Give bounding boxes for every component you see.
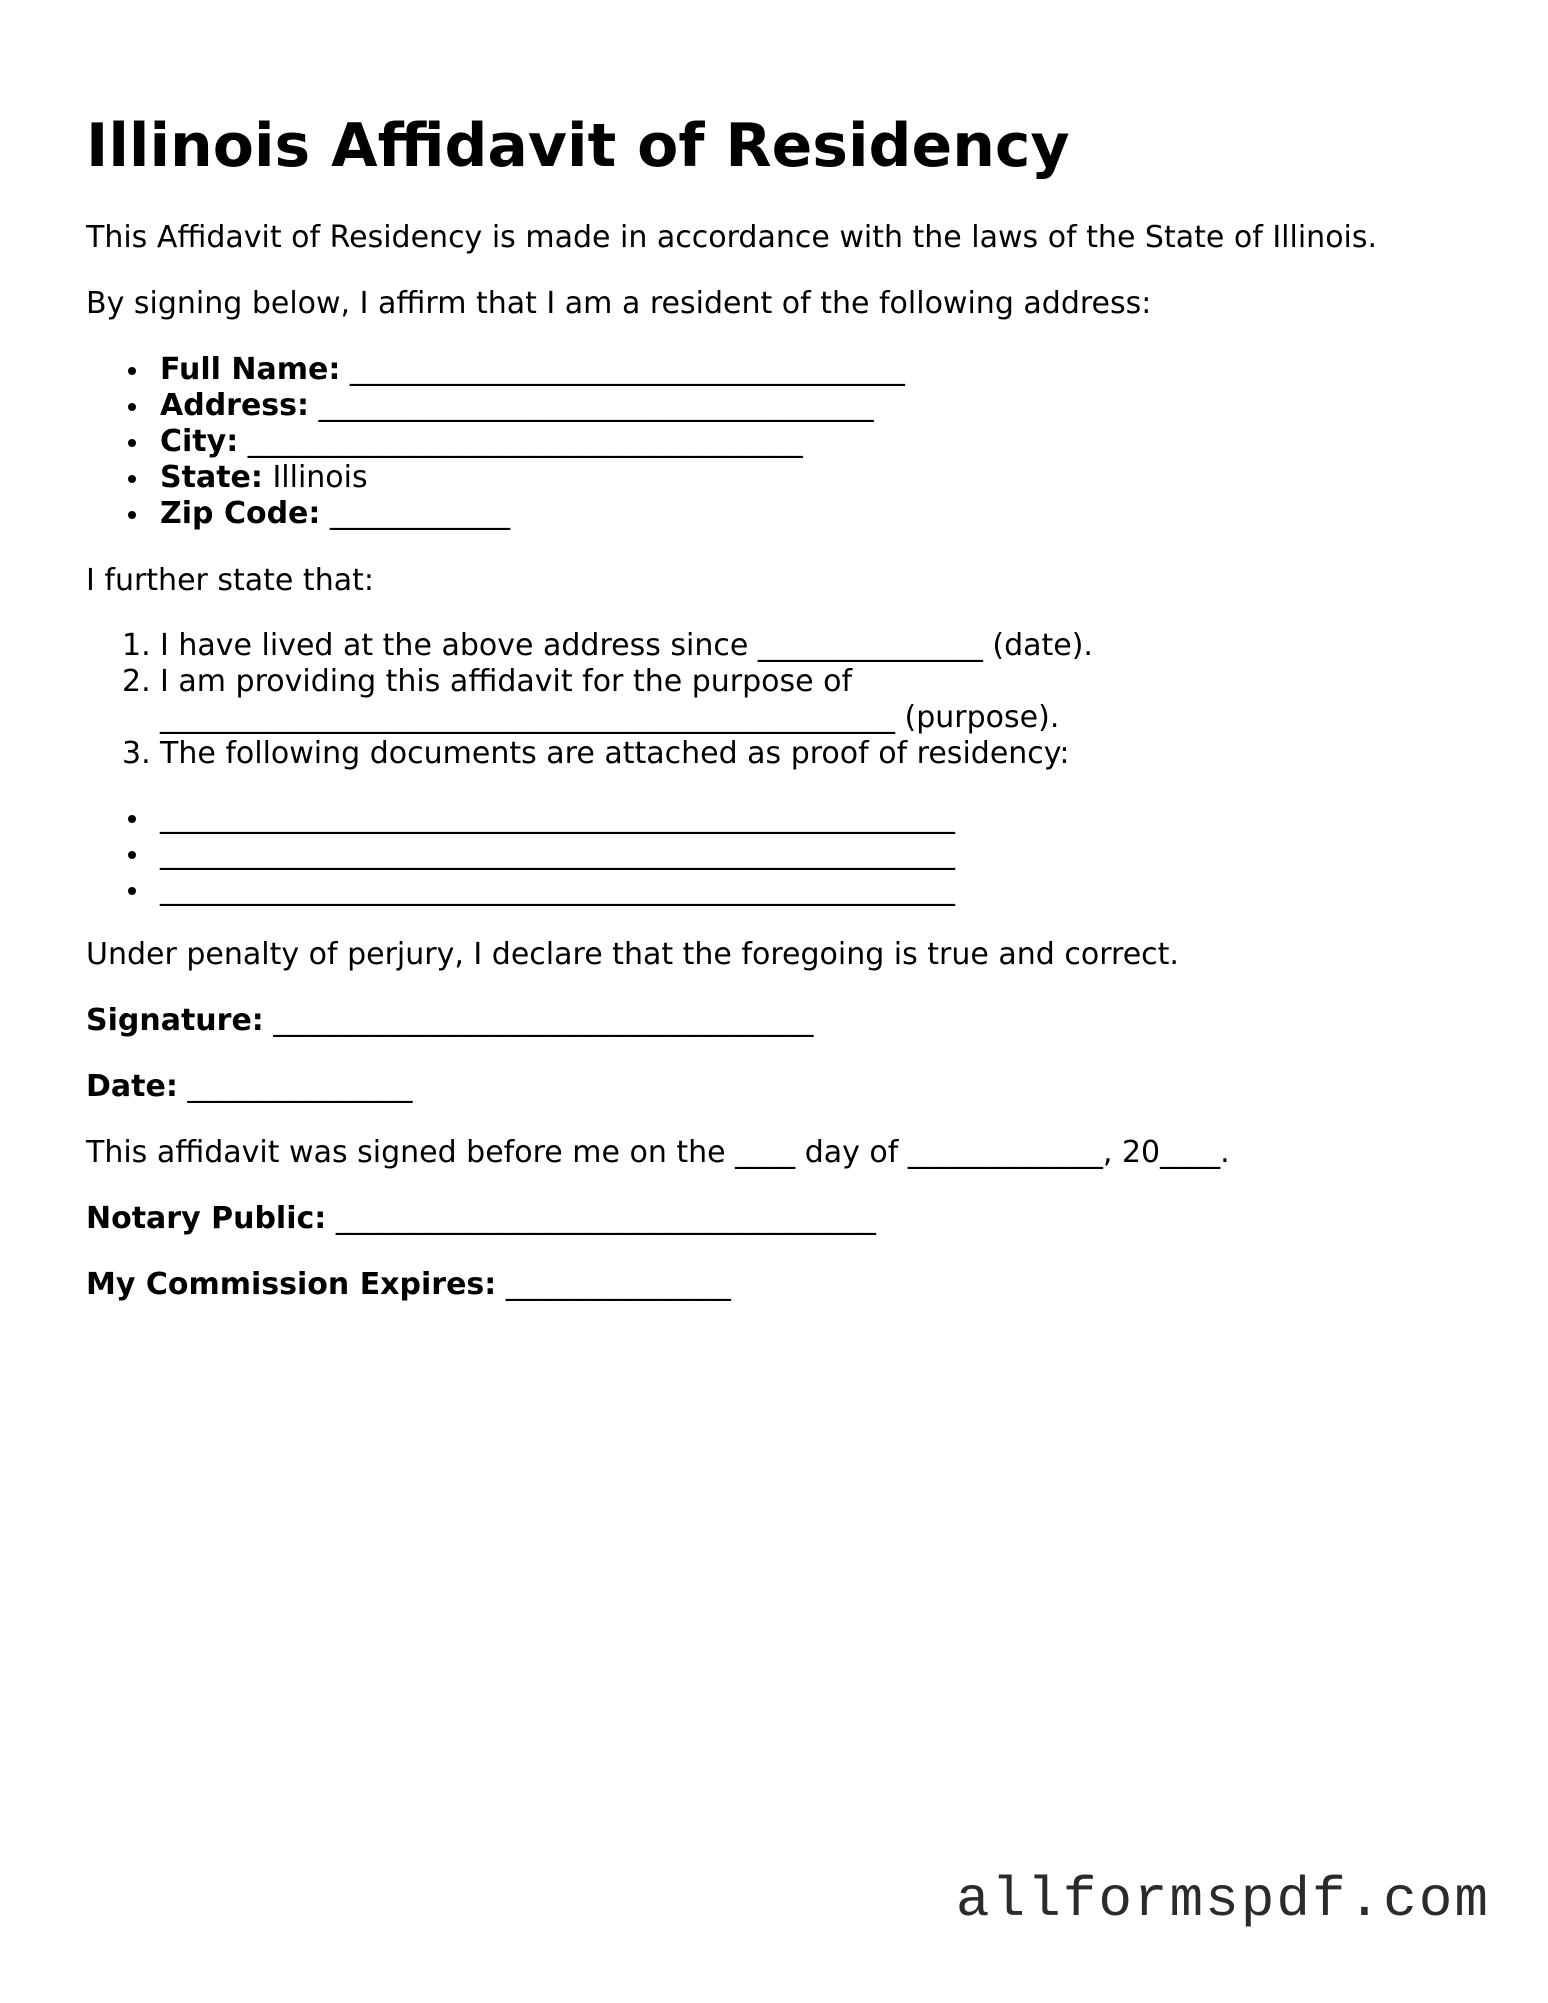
signature-label: Signature: bbox=[86, 1003, 264, 1038]
field-city bbox=[86, 424, 905, 460]
document-item bbox=[86, 836, 955, 872]
city-blank[interactable]: _____________________________________ bbox=[247, 424, 803, 459]
field-label: Full Name: bbox=[160, 352, 341, 387]
address-field-list bbox=[86, 352, 905, 532]
document-blank[interactable]: _____________________________________________________ bbox=[160, 800, 955, 835]
further-text: I further state that: bbox=[86, 563, 374, 598]
document-list bbox=[86, 800, 955, 908]
statement-item-continued bbox=[86, 700, 1093, 736]
address-blank[interactable]: _____________________________________ bbox=[318, 388, 874, 423]
commission-line bbox=[86, 1267, 731, 1303]
document-blank[interactable]: _____________________________________________________ bbox=[160, 836, 955, 871]
notary-blank[interactable]: ____________________________________ bbox=[335, 1201, 876, 1236]
purpose-blank[interactable]: _________________________________________________ (purpose). bbox=[160, 700, 1060, 735]
date-line bbox=[86, 1069, 412, 1105]
watermark: allformspdf.com bbox=[955, 1868, 1490, 1932]
document-item bbox=[86, 872, 955, 908]
notary-sentence[interactable]: This affidavit was signed before me on the ____ day of _____________, 20____. bbox=[86, 1135, 1230, 1170]
field-label: State: bbox=[160, 460, 263, 495]
affirm-text: By signing below, I affirm that I am a resident of the following address: bbox=[86, 286, 1152, 321]
field-address bbox=[86, 388, 905, 424]
document-item bbox=[86, 800, 955, 836]
intro-text: This Affidavit of Residency is made in accordance with the laws of the State of Illinois. bbox=[86, 220, 1378, 255]
field-label: City: bbox=[160, 424, 239, 459]
statement-item bbox=[86, 736, 1093, 772]
statement-number: 3. bbox=[122, 736, 151, 771]
statement-number: 1. bbox=[122, 628, 151, 663]
field-state bbox=[86, 460, 905, 496]
field-label: Address: bbox=[160, 388, 310, 423]
statement-item bbox=[86, 628, 1093, 664]
statement-text: The following documents are attached as proof of residency: bbox=[160, 736, 1070, 771]
signature-blank[interactable]: ____________________________________ bbox=[273, 1003, 814, 1038]
signature-line bbox=[86, 1003, 813, 1039]
field-full-name bbox=[86, 352, 905, 388]
statement-text[interactable]: I have lived at the above address since _______________ (date). bbox=[160, 628, 1093, 663]
page-title: Illinois Affidavit of Residency bbox=[86, 111, 1070, 181]
zip-code-blank[interactable]: ____________ bbox=[329, 496, 510, 531]
commission-label: My Commission Expires: bbox=[86, 1267, 497, 1302]
notary-label: Notary Public: bbox=[86, 1201, 327, 1236]
document-blank[interactable]: _____________________________________________________ bbox=[160, 872, 955, 907]
statement-text: I am providing this affidavit for the purpose of bbox=[160, 664, 853, 699]
full-name-blank[interactable]: _____________________________________ bbox=[349, 352, 905, 387]
field-zip-code bbox=[86, 496, 905, 532]
statement-list bbox=[86, 628, 1093, 772]
date-label: Date: bbox=[86, 1069, 178, 1104]
statement-number: 2. bbox=[122, 664, 151, 699]
statement-item bbox=[86, 664, 1093, 700]
date-blank[interactable]: _______________ bbox=[187, 1069, 413, 1104]
commission-blank[interactable]: _______________ bbox=[505, 1267, 731, 1302]
notary-line bbox=[86, 1201, 876, 1237]
state-value: Illinois bbox=[272, 460, 368, 495]
declaration-text: Under penalty of perjury, I declare that the foregoing is true and correct. bbox=[86, 937, 1179, 972]
field-label: Zip Code: bbox=[160, 496, 321, 531]
